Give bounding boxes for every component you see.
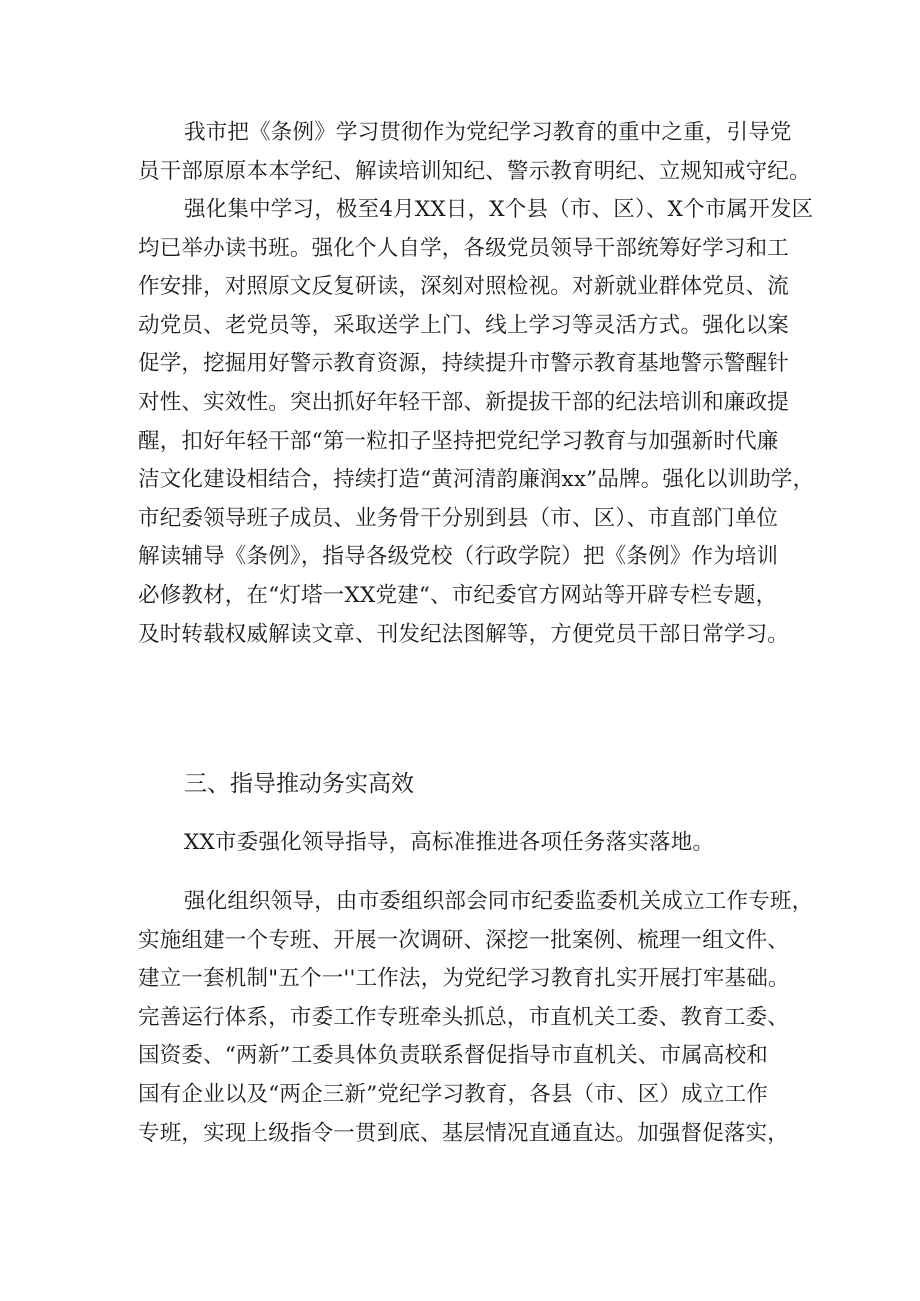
text-line: 强化组织领导，由市委组织部会同市纪委监委机关成立工作专班， bbox=[184, 889, 814, 914]
text-line: 强化集中学习，极至4月XX日，X个县（市、区）、X个市属开发区 bbox=[184, 197, 814, 222]
text-line: 解读辅导《条例》，指导各级党校（行政学院）把《条例》作为培训 bbox=[138, 544, 779, 570]
text-line: 专班，实现上级指令一贯到底、基层情况直通直达。加强督促落实， bbox=[138, 1120, 790, 1146]
text-line: 及时转载权威解读文章、刊发纪法图解等，方便党员干部日常学习。 bbox=[138, 621, 790, 647]
text-line: 实施组建一个专班、开展一次调研、深挖一批案例、梳理一组文件、 bbox=[138, 927, 790, 953]
text-line: 促学，挖掘用好警示教育资源，持续提升市警示教育基地警示警醒针 bbox=[138, 351, 790, 377]
text-line: 均已举办读书班。强化个人自学，各级党员领导干部统筹好学习和工 bbox=[138, 235, 790, 261]
text-line: 洁文化建设相结合，持续打造“黄河清韵廉润xx”品牌。强化以训助学， bbox=[138, 467, 815, 493]
text-line: 员干部原原本本学纪、解读培训知纪、警示教育明纪、立规知戒守纪。 bbox=[138, 158, 811, 184]
text-line: 醒，扣好年轻干部“第一粒扣子坚持把党纪学习教育与加强新时代廉 bbox=[138, 428, 779, 454]
section-heading: 三、指导推动务实高效 bbox=[184, 771, 414, 797]
text-line: 必修教材，在“灯塔一XX党建“、市纪委官方网站等开辟专栏专题， bbox=[138, 582, 778, 608]
text-line: 国有企业以及“两企三新”党纪学习教育，各县（市、区）成立工作 bbox=[138, 1081, 768, 1107]
text-line: 我市把《条例》学习贯彻作为党纪学习教育的重中之重，引导党 bbox=[184, 120, 792, 145]
text-line: 完善运行体系，市委工作专班牵头抓总，市直机关工委、教育工委、 bbox=[138, 1004, 790, 1030]
text-line: 市纪委领导班子成员、业务骨干分别到县（市、区）、市直部门单位 bbox=[138, 505, 779, 531]
paragraph-intro bbox=[138, 114, 811, 191]
text-line: 作安排，对照原文反复研读，深刻对照检视。对新就业群体党员、流 bbox=[138, 274, 790, 300]
paragraph-study bbox=[138, 191, 815, 654]
text-line: 国资委、“两新”工委具体负责联系督促指导市直机关、市属高校和 bbox=[138, 1043, 768, 1069]
text-line: 对性、实效性。突出抓好年轻干部、新提拔干部的纪法培训和廉政提 bbox=[138, 389, 790, 415]
paragraph-organization bbox=[138, 883, 814, 1153]
text-line: 动党员、老党员等，采取送学上门、线上学习等灵活方式。强化以案 bbox=[138, 312, 790, 338]
paragraph-guidance bbox=[138, 824, 798, 863]
text-line: 建立一套机制"五个一''工作法，为党纪学习教育扎实开展打牢基础。 bbox=[138, 966, 790, 992]
text-line: XX市委强化领导指导，高标准推进各项任务落实落地。 bbox=[184, 830, 715, 855]
